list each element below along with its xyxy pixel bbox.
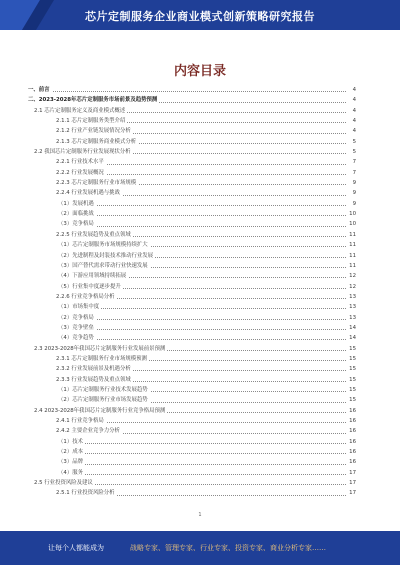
toc-entry-page: 9 <box>346 178 356 188</box>
toc-leader-dots <box>58 329 346 330</box>
toc-entry[interactable] <box>28 447 356 457</box>
toc-entry-page: 16 <box>346 437 356 447</box>
toc-entry-page: 17 <box>346 488 356 498</box>
toc-entry[interactable] <box>28 468 356 478</box>
toc-entry-page: 9 <box>346 199 356 209</box>
toc-entry-label: 2.4.1 行业竞争格局 <box>56 416 106 426</box>
page-number: 1 <box>198 512 202 518</box>
toc-entry[interactable] <box>28 116 356 126</box>
toc-leader-dots <box>58 474 346 475</box>
toc-entry-page: 7 <box>346 168 356 178</box>
toc-entry-label: 2.3.1 芯片定制服务行业市场规模预测 <box>56 354 149 364</box>
toc-entry-label: 2.2.4 行业发展机遇与挑战 <box>56 188 122 198</box>
toc-entry-page: 4 <box>346 95 356 105</box>
toc-entry-label: 2.2.2 行业发展概况 <box>56 168 106 178</box>
toc-entry-page: 16 <box>346 426 356 436</box>
toc-entry-label: （2）面临挑战 <box>58 209 96 219</box>
toc-entry[interactable] <box>28 416 356 426</box>
toc-entry[interactable] <box>28 209 356 219</box>
toc-entry[interactable] <box>28 354 356 364</box>
toc-entry-label: 一、前言 <box>28 85 52 95</box>
toc-entry[interactable] <box>28 126 356 136</box>
toc-entry-page: 15 <box>346 375 356 385</box>
toc-entry[interactable] <box>28 168 356 178</box>
toc-leader-dots <box>58 205 346 206</box>
toc-entry-page: 4 <box>346 106 356 116</box>
toc-entry[interactable] <box>28 137 356 147</box>
toc-entry-label: （1）芯片定制服务市场规模持续扩大 <box>58 240 150 250</box>
toc-entry[interactable] <box>28 178 356 188</box>
toc-leader-dots <box>58 226 346 227</box>
toc-entry-label: （4）服务 <box>58 468 85 478</box>
toc-entry-page: 10 <box>346 219 356 229</box>
toc-entry-page: 11 <box>346 251 356 261</box>
toc-entry[interactable] <box>28 302 356 312</box>
toc-entry-page: 17 <box>346 468 356 478</box>
toc-entry[interactable] <box>28 157 356 167</box>
toc-title: 内容目录 <box>173 64 226 79</box>
toc-entry-label: （3）品牌 <box>58 457 85 467</box>
toc-leader-dots <box>58 443 346 444</box>
toc-entry-label: （4）竞争趋势 <box>58 333 96 343</box>
toc-entry-page: 16 <box>346 406 356 416</box>
toc-entry-label: （4）下游应用领域持续拓展 <box>58 271 128 281</box>
toc-entry-page: 15 <box>346 364 356 374</box>
toc-entry-label: 2.1.3 芯片定制服务商业模式分析 <box>56 137 138 147</box>
toc-entry-label: （2）竞争格局 <box>58 313 96 323</box>
toc-entry-page: 7 <box>346 157 356 167</box>
toc-entry-page: 11 <box>346 230 356 240</box>
toc-entry-label: （1）发展机遇 <box>58 199 96 209</box>
toc-entry-label: 2.2 我国芯片定制服务行业发展现状分析 <box>34 147 133 157</box>
toc-entry-page: 4 <box>346 85 356 95</box>
toc-entry-page: 10 <box>346 209 356 219</box>
toc-entry[interactable] <box>28 437 356 447</box>
toc-entry-page: 12 <box>346 282 356 292</box>
toc-entry[interactable] <box>28 426 356 436</box>
toc-entry[interactable] <box>28 323 356 333</box>
toc-entry[interactable] <box>28 375 356 385</box>
table-of-contents <box>28 85 356 499</box>
toc-entry-label: （2）先进制程及封装技术推动行业发展 <box>58 251 155 261</box>
toc-entry-label: （3）竞争壁垒 <box>58 323 96 333</box>
toc-entry-page: 5 <box>346 147 356 157</box>
toc-entry-page: 13 <box>346 302 356 312</box>
toc-entry-label: 2.5.1 行业投资风险分析 <box>56 488 117 498</box>
toc-leader-dots <box>58 464 346 465</box>
toc-entry-page: 4 <box>346 126 356 136</box>
toc-entry-page: 15 <box>346 395 356 405</box>
toc-entry[interactable] <box>28 282 356 292</box>
toc-entry-label: 2.1.2 行业产业链发展情况分析 <box>56 126 133 136</box>
footer-roles: 战略专家、管理专家、行业专家、投资专家、商业分析专家…… <box>130 544 326 552</box>
toc-entry-page: 16 <box>346 457 356 467</box>
toc-entry[interactable] <box>28 188 356 198</box>
toc-entry-page: 15 <box>346 385 356 395</box>
toc-entry[interactable] <box>28 251 356 261</box>
toc-entry-page: 13 <box>346 313 356 323</box>
toc-entry-label: 2.5 行业投资风险及建议 <box>34 478 95 488</box>
toc-leader-dots <box>58 319 346 320</box>
toc-entry[interactable] <box>28 292 356 302</box>
toc-entry-page: 9 <box>346 188 356 198</box>
footer-slogan: 让每个人都能成为 <box>48 544 104 552</box>
report-title: 芯片定制服务企业商业模式创新策略研究报告 <box>85 10 315 23</box>
toc-leader-dots <box>58 339 346 340</box>
toc-entry[interactable] <box>28 199 356 209</box>
toc-entry-page: 14 <box>346 333 356 343</box>
toc-entry-page: 5 <box>346 137 356 147</box>
toc-entry-label: 2.2.5 行业发展趋势及重点领域 <box>56 230 133 240</box>
toc-entry[interactable] <box>28 147 356 157</box>
toc-entry[interactable] <box>28 364 356 374</box>
toc-entry-label: （3）竞争格局 <box>58 219 96 229</box>
header-bar <box>0 0 400 30</box>
toc-entry-label: 2.3.3 行业发展趋势及重点领域 <box>56 375 133 385</box>
toc-entry-label: 2.2.1 行业技术水平 <box>56 157 106 167</box>
toc-entry[interactable] <box>28 240 356 250</box>
toc-entry[interactable] <box>28 344 356 354</box>
toc-entry-label: 二、2023-2028年芯片定制服务市场前景及趋势预测 <box>28 95 159 105</box>
toc-entry[interactable] <box>28 261 356 271</box>
toc-entry-label: （3）国产替代需求带动行业快速发展 <box>58 261 150 271</box>
toc-entry[interactable] <box>28 478 356 488</box>
toc-entry-page: 16 <box>346 416 356 426</box>
toc-entry-page: 11 <box>346 240 356 250</box>
toc-entry[interactable] <box>28 106 356 116</box>
toc-entry-page: 14 <box>346 323 356 333</box>
toc-entry-page: 4 <box>346 116 356 126</box>
toc-entry[interactable] <box>28 219 356 229</box>
toc-entry[interactable] <box>28 95 356 105</box>
toc-leader-dots <box>58 308 346 309</box>
toc-entry[interactable] <box>28 488 356 498</box>
toc-entry-label: 2.3 2023-2028年我国芯片定制服务行业发展前景预测 <box>34 344 167 354</box>
toc-entry-label: （2）成本 <box>58 447 85 457</box>
toc-entry-label: 2.4.2 主要企业竞争力分析 <box>56 426 122 436</box>
toc-entry-label: 2.1 芯片定制服务定义及商业模式概述 <box>34 106 127 116</box>
toc-entry-label: （2）芯片定制服务行业市场发展趋势 <box>58 395 150 405</box>
toc-entry-label: 2.2.6 行业竞争格局分析 <box>56 292 117 302</box>
toc-entry[interactable] <box>28 395 356 405</box>
toc-entry-page: 15 <box>346 344 356 354</box>
toc-leader-dots <box>28 91 346 92</box>
toc-entry[interactable] <box>28 313 356 323</box>
toc-entry-label: （1）市场集中度 <box>58 302 101 312</box>
toc-entry[interactable] <box>28 333 356 343</box>
toc-entry-page: 13 <box>346 292 356 302</box>
toc-leader-dots <box>58 215 346 216</box>
toc-entry[interactable] <box>28 271 356 281</box>
toc-entry[interactable] <box>28 385 356 395</box>
toc-entry[interactable] <box>28 457 356 467</box>
toc-entry-page: 16 <box>346 447 356 457</box>
footer-bar <box>0 531 400 565</box>
toc-entry[interactable] <box>28 85 356 95</box>
toc-entry-label: 2.2.3 芯片定制服务行业市场规模 <box>56 178 138 188</box>
toc-entry-label: 2.4 2023-2028年我国芯片定制服务行业竞争格局预测 <box>34 406 167 416</box>
toc-entry-page: 17 <box>346 478 356 488</box>
toc-entry-label: （1）技术 <box>58 437 85 447</box>
toc-entry[interactable] <box>28 230 356 240</box>
toc-leader-dots <box>58 453 346 454</box>
toc-entry-page: 12 <box>346 271 356 281</box>
toc-entry-label: （5）行业集中度逐步提升 <box>58 282 123 292</box>
toc-entry-label: （1）芯片定制服务行业技术发展趋势 <box>58 385 150 395</box>
toc-entry-label: 2.3.2 行业发展前景及机遇分析 <box>56 364 133 374</box>
toc-entry[interactable] <box>28 406 356 416</box>
toc-entry-page: 15 <box>346 354 356 364</box>
toc-entry-page: 11 <box>346 261 356 271</box>
toc-entry-label: 2.1.1 芯片定制服务类型介绍 <box>56 116 127 126</box>
